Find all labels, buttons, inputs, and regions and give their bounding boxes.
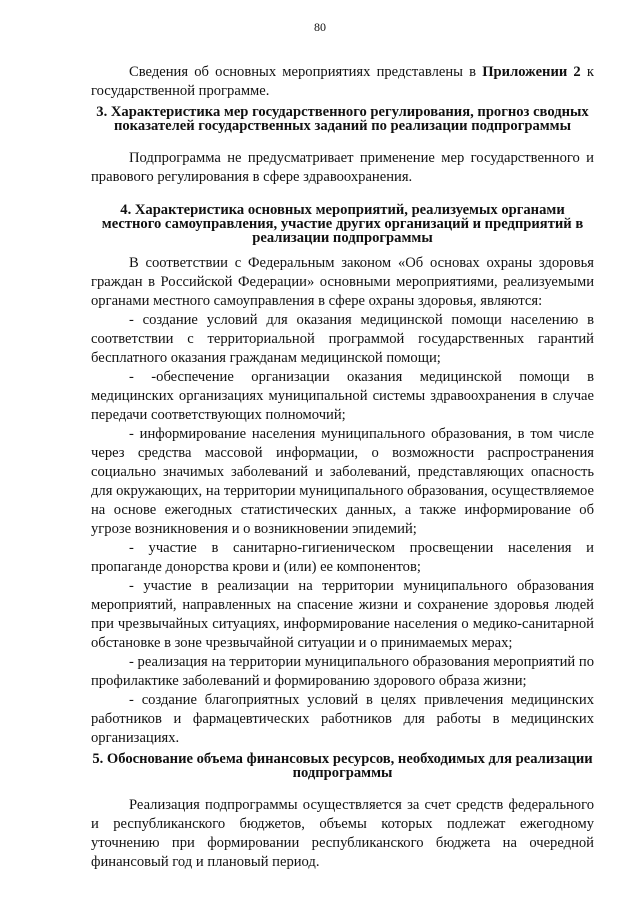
section-4-intro: В соответствии с Федеральным законом «Об основах охраны здоровья граждан в Российской Федерации» основными мероприятиями, реализуемыми органами местного самоуправления в сфере охраны здоровья, являются: [91,255,594,309]
list-item: - реализация на территории муниципального образования мероприятий по профилактике заболеваний и формированию здорового образа жизни; [91,654,594,689]
list-item: - создание благоприятных условий в целях привлечения медицинских работников и фармацевтических работников для работы в медицинских организациях. [91,692,594,746]
page-number: 80 [314,20,326,34]
section-3-heading: 3. Характеристика мер государственного регулирования, прогноз сводных показателей государственных заданий по реализации подпрограммы [96,104,589,134]
list-item: - участие в реализации на территории муниципального образования мероприятий, направленных на спасение жизни и сохранение здоровья людей при чрезвычайных ситуациях, информирование населения о медико-санитарной обстановке в зоне чрезвычайной ситуации и о принимаемых мерах; [91,578,594,651]
intro-text-before: Сведения об основных мероприятиях представлены в [129,64,483,80]
page-content [91,63,594,872]
intro-paragraph [91,63,594,101]
section-5-heading: 5. Обоснование объема финансовых ресурсов, необходимых для реализации подпрограммы [92,751,593,781]
list-item: - создание условий для оказания медицинской помощи населению в соответствии с территориальной программой государственных гарантий бесплатного оказания гражданам медицинской помощи; [91,312,594,366]
list-item: - участие в санитарно-гигиеническом просвещении населения и пропаганде донорства крови и (или) ее компонентов; [91,540,594,575]
intro-text-after: к государственной программе. [91,64,594,99]
section-3-paragraph: Подпрограмма не предусматривает применение мер государственного и правового регулирования в сфере здравоохранения. [91,150,594,185]
list-item: - информирование населения муниципального образования, в том числе через средства массовой информации, о возможности распространения социально значимых заболеваний и заболеваний, представляющих опасность для окружающих, на территории муниципального образования, осуществляемое на основе ежегодных статистических данных, а также информирование об угрозе возникновения и о возникновении эпидемий; [91,426,594,537]
appendix-reference: Приложении 2 [482,64,581,80]
list-item: - -обеспечение организации оказания медицинской помощи в медицинских организациях муниципальной системы здравоохранения в случае передачи соответствующих полномочий; [91,369,594,423]
section-4-heading: 4. Характеристика основных мероприятий, реализуемых органами местного самоуправления, участие других организаций и предприятий в реализации подпрограммы [101,202,584,246]
section-5-paragraph: Реализация подпрограммы осуществляется за счет средств федерального и республиканского бюджетов, объемы которых подлежат ежегодному уточнению при формировании республиканского бюджета на очередной финансовый год и плановый период. [91,797,594,870]
